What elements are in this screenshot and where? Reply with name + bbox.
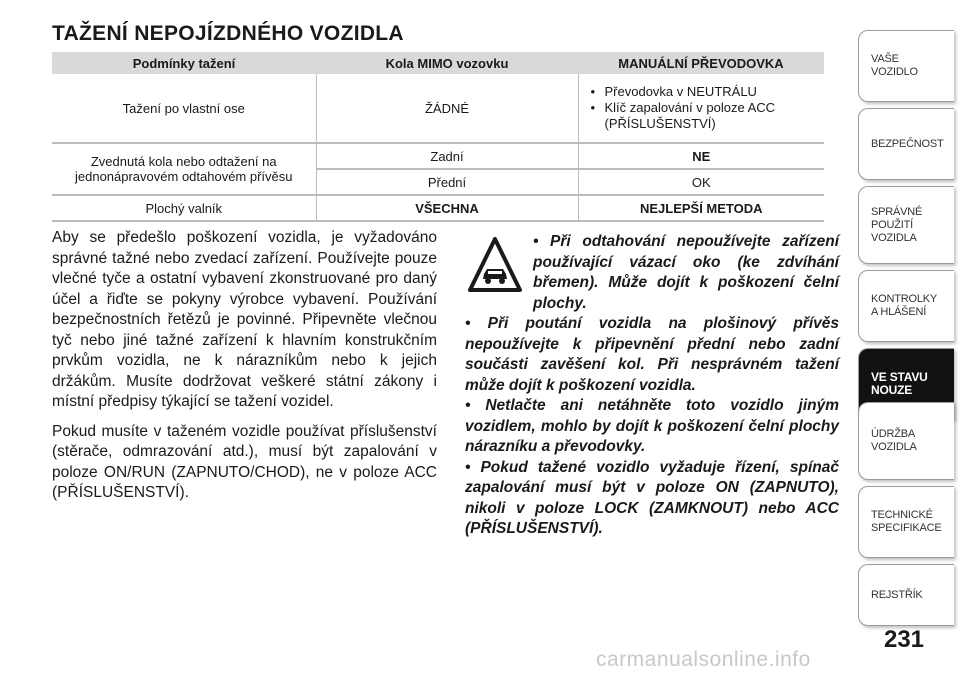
page-number: 231 — [883, 626, 925, 653]
page-title: TAŽENÍ NEPOJÍZDNÉHO VOZIDLA — [52, 22, 404, 45]
cell-manual-front: OK — [578, 169, 824, 195]
tab-maintenance[interactable]: ÚDRŽBA VOZIDLA — [858, 402, 954, 480]
cell-wheels: ŽÁDNÉ — [316, 74, 578, 143]
tab-emergency[interactable]: VE STAVU NOUZE — [858, 348, 954, 420]
table-row — [52, 74, 824, 143]
table-header-row — [52, 52, 824, 74]
cell-condition: Plochý valník — [52, 195, 316, 221]
tab-technical-specs[interactable]: TECHNICKÉ SPECIFIKACE — [858, 486, 954, 558]
tab-index[interactable]: REJSTŘÍK — [858, 564, 954, 626]
cell-condition: Tažení po vlastní ose — [52, 74, 316, 143]
warning-item: • Netlačte ani netáhněte toto vozidlo jiným vozidlem, mohlo by dojít k poškození čelní plochy nárazníku a převodovky. — [465, 397, 839, 455]
cell-manual — [578, 74, 824, 143]
table-row — [52, 195, 824, 221]
header-conditions: Podmínky tažení — [52, 52, 316, 74]
tab-safety[interactable]: BEZPEČNOST — [858, 108, 954, 180]
table-row — [52, 143, 824, 169]
cell-manual-rear: NE — [578, 143, 824, 169]
body-text — [52, 228, 437, 513]
cell-wheels: VŠECHNA — [316, 195, 578, 221]
header-manual-transmission: MANUÁLNÍ PŘEVODOVKA — [578, 52, 824, 74]
manual-instructions-list — [583, 84, 821, 132]
watermark: carmanualsonline.info — [596, 648, 811, 671]
cell-manual: NEJLEPŠÍ METODA — [578, 195, 824, 221]
list-item: • Převodovka v NEUTRÁLU — [605, 84, 821, 100]
tab-warning-lights[interactable]: KONTROLKY A HLÁŠENÍ — [858, 270, 954, 342]
header-wheels-off: Kola MIMO vozovku — [316, 52, 578, 74]
warning-item: • Při poutání vozidla na plošinový přívěs nepoužívejte k připevnění přední nebo zadní součásti zavěšení kol. Při nesprávném tažení může dojít k poškození vozidla. — [465, 315, 839, 394]
warning-item: • Při odtahování nepoužívejte zařízení používající vázací oko (ke zdvíhání břemen). Může dojít k poškození čelní plochy. — [533, 233, 839, 312]
warning-box — [465, 232, 839, 540]
list-item: • Klíč zapalování v poloze ACC (PŘÍSLUŠENSTVÍ) — [605, 100, 821, 132]
cell-condition: Zvednutá kola nebo odtažení na jednonápravovém odtahovém přívěsu — [52, 143, 316, 195]
towing-table — [52, 52, 824, 222]
cell-wheels-rear: Zadní — [316, 143, 578, 169]
cell-wheels-front: Přední — [316, 169, 578, 195]
paragraph: Pokud musíte v taženém vozidle používat příslušenství (stěrače, odmrazování atd.), musí být zapalování v poloze ON/RUN (ZAPNUTO/CHOD), ne v poloze ACC (PŘÍSLUŠENSTVÍ). — [52, 422, 437, 501]
car-warning-triangle-icon — [467, 236, 523, 294]
paragraph: Aby se předešlo poškození vozidla, je vyžadováno správné tažné nebo zvedací zařízení. Používejte pouze vlečné tyče a ostatní vybavení zkonstruované pro daný účel a řiďte se pokyny výrobce vybavení. Používání bezpečnostních řetězů je povinné. Připevněte vlečnou tyč nebo jiné tažné zařízení k hlavním konstrukčním prvkům vozidla, ne k nárazníkům nebo k jejich držákům. Musíte dodržovat veškeré státní zákony i místní předpisy týkající se tažení vozidel. — [52, 229, 437, 410]
tab-correct-use[interactable]: SPRÁVNÉ POUŽITÍ VOZIDLA — [858, 186, 954, 264]
warning-item: • Pokud tažené vozidlo vyžaduje řízení, spínač zapalování musí být v poloze ON (ZAPNUTO), nikoli v poloze LOCK (ZAMKNOUT) nebo ACC (PŘÍSLUŠENSTVÍ). — [465, 458, 839, 537]
tab-your-vehicle[interactable]: VAŠE VOZIDLO — [858, 30, 954, 102]
